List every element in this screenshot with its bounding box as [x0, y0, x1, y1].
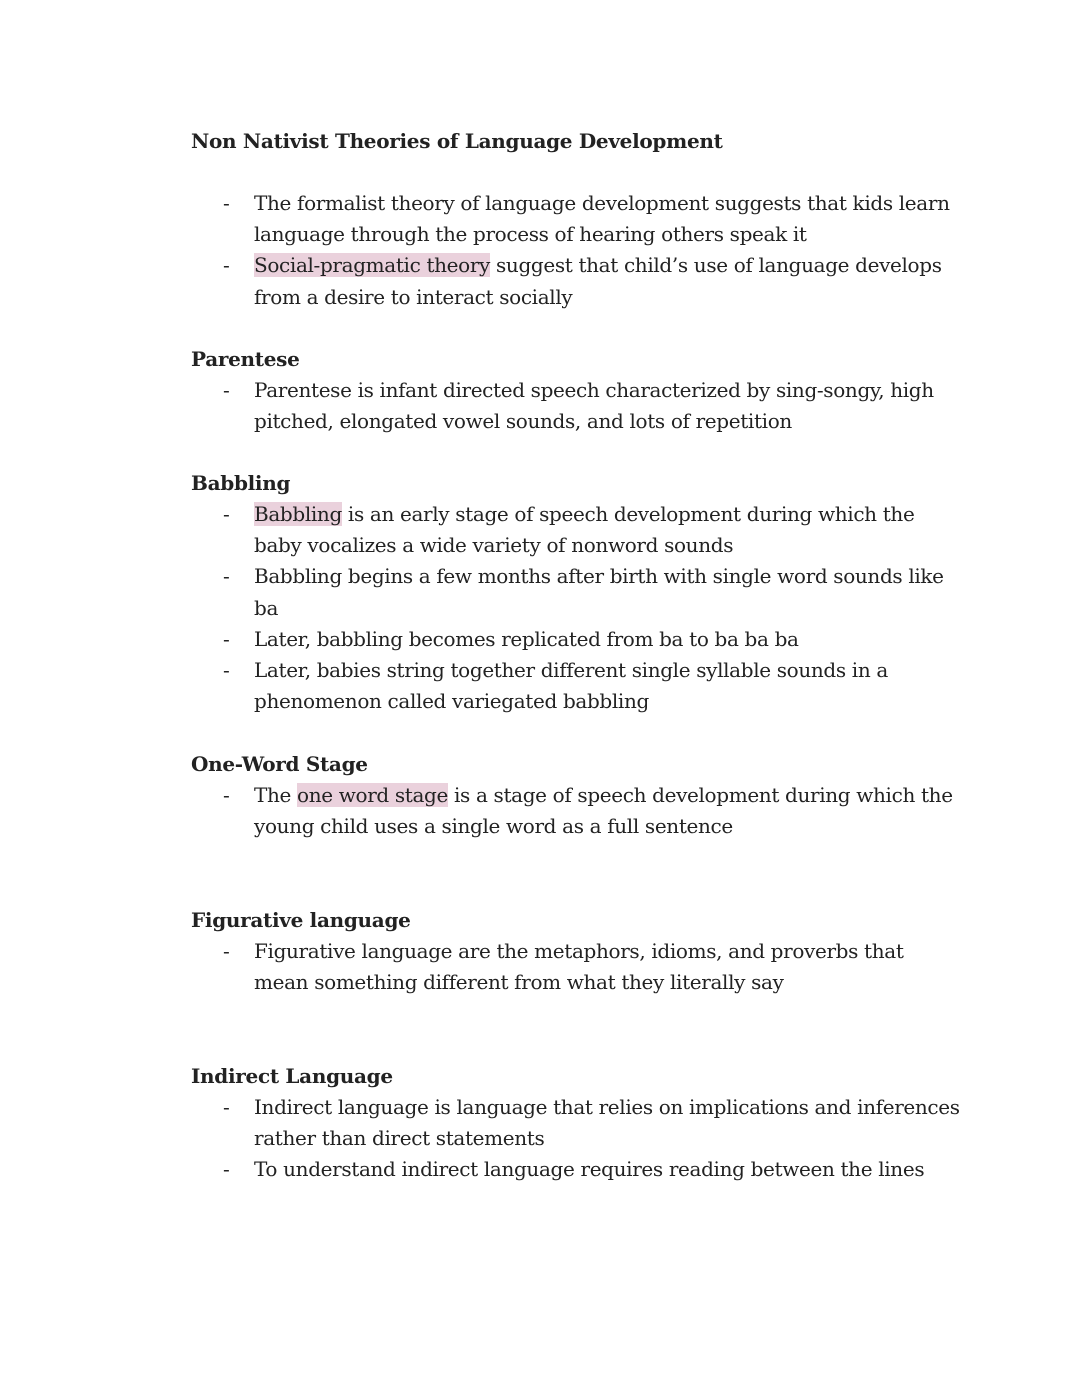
- list-item: [191, 499, 991, 561]
- list-item: [191, 1154, 991, 1185]
- bullet-dash: -: [223, 783, 230, 807]
- text-line: The one word stage is a stage of speech development during which the: [254, 783, 953, 807]
- bullet-dash: -: [223, 658, 230, 683]
- bullet-dash: -: [223, 626, 230, 651]
- text-line: young child uses a single word as a full sentence: [254, 814, 733, 839]
- section-heading: Figurative language: [191, 908, 411, 932]
- section-heading: Parentese: [191, 347, 300, 371]
- bullet-list: [191, 936, 991, 998]
- bullet-dash: -: [223, 502, 230, 526]
- text-line: Social-pragmatic theory suggest that child’s use of language develops: [254, 253, 942, 278]
- list-item: [191, 655, 991, 717]
- text-line: rather than direct statements: [254, 1126, 545, 1151]
- text-line: phenomenon called variegated babbling: [254, 689, 649, 714]
- section-heading: One-Word Stage: [191, 752, 368, 776]
- text-line: ba: [254, 595, 279, 620]
- bullet-dash: -: [223, 1095, 230, 1119]
- section-one-word-stage: [191, 749, 991, 842]
- text-line: mean something different from what they literally say: [254, 970, 784, 995]
- section-non-nativist-theories: [191, 126, 991, 313]
- text-line: Indirect language is language that relies on implications and inferences: [254, 1095, 960, 1119]
- section-indirect-language: [191, 1061, 991, 1186]
- text-line: Later, babies string together different single syllable sounds in a: [254, 658, 888, 683]
- list-item: [191, 936, 991, 998]
- bullet-list: [191, 188, 991, 313]
- section-parentese: [191, 344, 991, 437]
- text-line: The formalist theory of language development suggests that kids learn: [254, 191, 950, 215]
- list-item: [191, 624, 991, 655]
- bullet-list: [191, 375, 991, 437]
- section-heading: Babbling: [191, 471, 291, 495]
- bullet-dash: -: [223, 253, 230, 278]
- list-item: [191, 561, 991, 623]
- bullet-dash: -: [223, 564, 230, 589]
- text-line: Parentese is infant directed speech characterized by sing-songy, high: [254, 378, 934, 402]
- list-item: [191, 375, 991, 437]
- bullet-list: [191, 1092, 991, 1186]
- text-line: baby vocalizes a wide variety of nonword sounds: [254, 533, 734, 558]
- section-heading: Non Nativist Theories of Language Development: [191, 129, 723, 153]
- text-line: Figurative language are the metaphors, idioms, and proverbs that: [254, 939, 904, 963]
- list-item: [191, 780, 991, 842]
- section-heading: Indirect Language: [191, 1064, 393, 1088]
- highlighted-term: Babbling: [254, 502, 342, 526]
- text-line: Babbling begins a few months after birth with single word sounds like: [254, 564, 944, 589]
- list-item: [191, 188, 991, 250]
- list-item: [191, 1092, 991, 1154]
- text-line: Babbling is an early stage of speech development during which the: [254, 502, 915, 526]
- text-line: Later, babbling becomes replicated from ba to ba ba ba: [254, 626, 799, 651]
- highlighted-term: one word stage: [297, 783, 448, 807]
- text-line: language through the process of hearing others speak it: [254, 222, 807, 247]
- bullet-dash: -: [223, 1157, 230, 1182]
- bullet-list: [191, 780, 991, 842]
- section-babbling: [191, 468, 991, 717]
- section-figurative-language: [191, 905, 991, 998]
- bullet-list: [191, 499, 991, 717]
- highlighted-term: Social-pragmatic theory: [254, 253, 490, 278]
- bullet-dash: -: [223, 378, 230, 402]
- text-line: To understand indirect language requires reading between the lines: [254, 1157, 925, 1182]
- text-line: pitched, elongated vowel sounds, and lots of repetition: [254, 409, 792, 434]
- list-item: [191, 250, 991, 312]
- bullet-dash: -: [223, 939, 230, 963]
- text-line: from a desire to interact socially: [254, 284, 573, 309]
- bullet-dash: -: [223, 191, 230, 215]
